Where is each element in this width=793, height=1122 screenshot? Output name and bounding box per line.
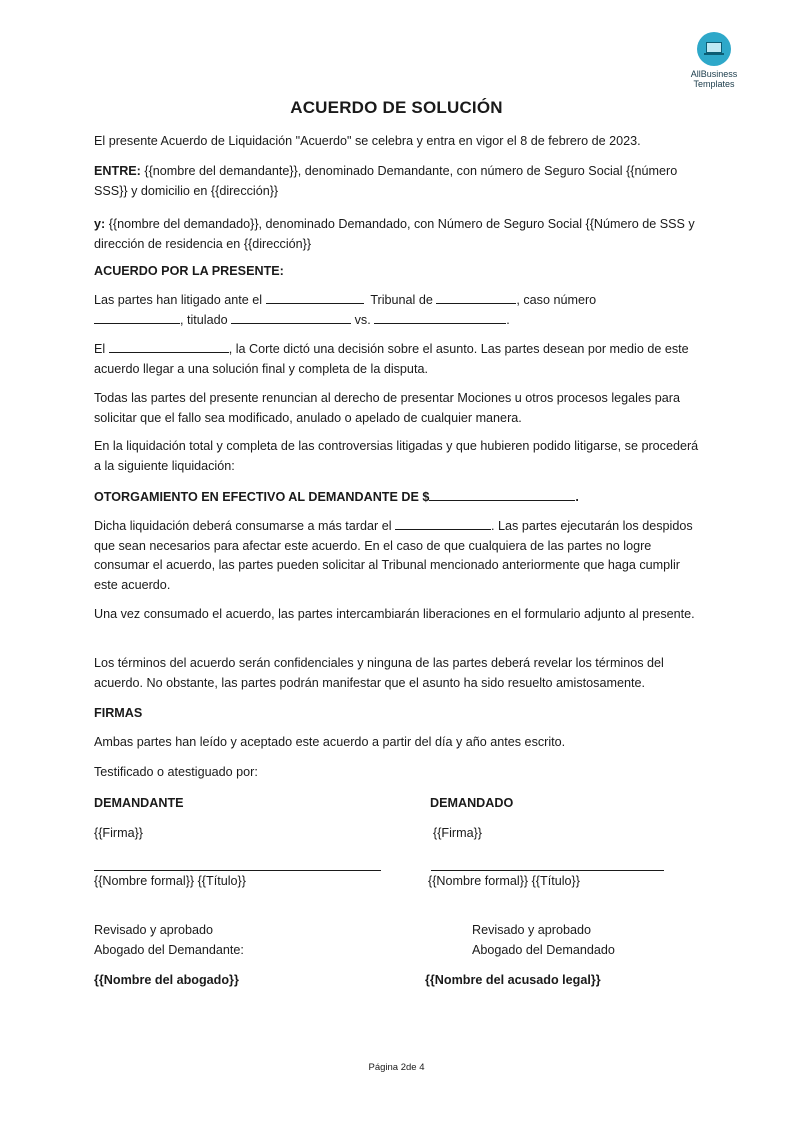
- otorgamiento-text-2: .: [575, 490, 579, 504]
- demandado-firma: {{Firma}}: [433, 826, 483, 840]
- demandante-abogado: Abogado del Demandante:: [94, 943, 244, 957]
- demandante-heading: DEMANDANTE: [94, 796, 184, 810]
- blank-fecha-decision: [109, 340, 229, 353]
- firmas-heading: FIRMAS: [94, 706, 143, 720]
- litigio-text-4: , titulado: [180, 312, 228, 327]
- blank-titulado: [231, 311, 351, 324]
- liquidacion-paragraph: En la liquidación total y completa de las controversias litigadas y que hubieren podido litigarse, se procederá a la siguiente liquidación:: [94, 439, 699, 473]
- demandado-abogado-nombre: {{Nombre del acusado legal}}: [425, 973, 601, 987]
- demandado-abogado: Abogado del Demandado: [472, 943, 615, 957]
- logo-line-2: Templates: [693, 79, 735, 89]
- ambas-paragraph: Ambas partes han leído y aceptado este acuerdo a partir del día y año antes escrito.: [94, 735, 566, 749]
- otorgamiento-paragraph: [94, 488, 704, 508]
- demandante-revisado: Revisado y aprobado: [94, 923, 214, 937]
- logo-line-1: AllBusiness: [690, 69, 738, 79]
- consumarse-text-1: Dicha liquidación deberá consumarse a más tardar el: [94, 519, 392, 533]
- blank-caso-numero: [94, 311, 180, 324]
- corte-paragraph: [94, 340, 704, 379]
- acuerdo-heading: ACUERDO POR LA PRESENTE:: [94, 264, 284, 278]
- consumarse-paragraph: [94, 517, 704, 595]
- litigio-text-5: vs.: [354, 312, 371, 327]
- litigio-text-2: Tribunal de: [370, 293, 433, 307]
- demandado-heading: DEMANDADO: [430, 796, 514, 810]
- testificado-paragraph: Testificado o atestiguado por:: [94, 765, 258, 779]
- blank-monto: [429, 488, 575, 501]
- litigio-text-1: Las partes han litigado ante el: [94, 293, 263, 307]
- logo-text: [684, 69, 744, 89]
- demandante-signature-line: [94, 870, 381, 871]
- demandado-nombre: {{Nombre formal}} {{Título}}: [428, 874, 580, 888]
- corte-text-1: El: [94, 342, 106, 356]
- otorgamiento-text-1: OTORGAMIENTO EN EFECTIVO AL DEMANDANTE DE $: [94, 490, 430, 504]
- consumarse-text-2: . Las partes ejecutarán los despidos que sean necesarios para afectar este acuerdo. En el caso de que cualquiera de las partes no logre consumar el acuerdo, las partes pueden solicitar al Tribunal mencionado anteriormente que haga cumplir este acuerdo.: [94, 519, 693, 592]
- entre-label: ENTRE:: [94, 164, 141, 178]
- y-paragraph: [94, 215, 704, 254]
- page-number: Página 2de 4: [368, 1062, 425, 1073]
- consumado-paragraph: Una vez consumado el acuerdo, las partes intercambiarán liberaciones en el formulario adjunto al presente.: [94, 607, 695, 621]
- litigio-text-6: .: [506, 312, 510, 327]
- y-label: y:: [94, 217, 106, 231]
- demandante-nombre: {{Nombre formal}} {{Título}}: [94, 874, 246, 888]
- blank-fecha-limite: [395, 517, 491, 530]
- entre-paragraph: [94, 162, 704, 201]
- entre-text: {{nombre del demandante}}, denominado Demandante, con número de Seguro Social {{número SSS}} y domicilio en {{dirección}}: [94, 164, 678, 198]
- corte-text-2: , la Corte dictó una decisión sobre el asunto. Las partes desean por medio de este acuerdo llegar a una solución final y completa de la disputa.: [94, 342, 689, 376]
- brand-logo: [684, 32, 744, 89]
- terminos-paragraph: Los términos del acuerdo serán confidenciales y ninguna de las partes deberá revelar los términos del acuerdo. No obstante, las partes podrán manifestar que el asunto ha sido resuelto amistosamente.: [94, 656, 664, 690]
- demandado-signature-line: [431, 870, 664, 871]
- document-title: ACUERDO DE SOLUCIÓN: [290, 98, 503, 117]
- renuncia-paragraph: Todas las partes del presente renuncian al derecho de presentar Mociones u otros procesos legales para solicitar que el fallo sea modificado, anulado o apelado de cualquier manera.: [94, 391, 680, 425]
- blank-tribunal: [266, 291, 364, 304]
- litigio-paragraph: [94, 291, 704, 330]
- intro-paragraph: El presente Acuerdo de Liquidación "Acuerdo" se celebra y entra en vigor el 8 de febrero de 2023.: [94, 134, 641, 148]
- demandado-revisado: Revisado y aprobado: [472, 923, 592, 937]
- y-text: {{nombre del demandado}}, denominado Demandado, con Número de Seguro Social {{Número de SSS y dirección de residencia en {{dirección}}: [94, 217, 695, 251]
- demandante-firma: {{Firma}}: [94, 826, 144, 840]
- blank-tribunal-de: [436, 291, 516, 304]
- blank-vs: [374, 311, 506, 324]
- laptop-icon: [697, 32, 731, 66]
- litigio-text-3: , caso número: [516, 293, 597, 307]
- demandante-abogado-nombre: {{Nombre del abogado}}: [94, 973, 239, 987]
